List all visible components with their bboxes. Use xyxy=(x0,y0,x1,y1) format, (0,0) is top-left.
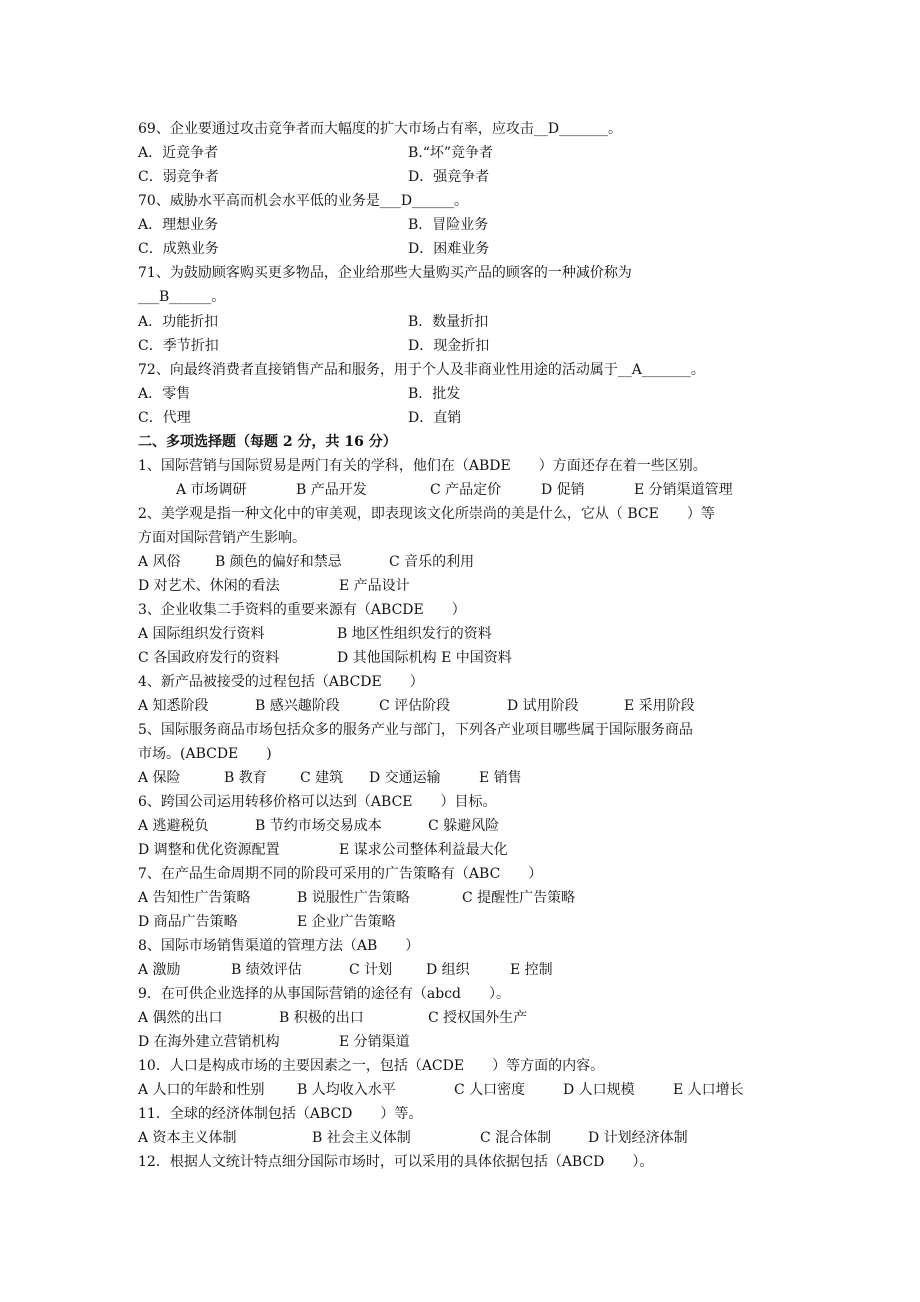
option-text: A 偶然的出口 xyxy=(138,1010,223,1026)
line-text: 10．人口是构成市场的主要因素之一，包括（ACDE ）等方面的内容。 xyxy=(138,1058,605,1074)
option-text: A 保险 xyxy=(138,770,181,786)
option-text: A 逃避税负 xyxy=(138,818,209,834)
line-text: 11．全球的经济体制包括（ABCD ）等。 xyxy=(138,1106,423,1122)
line-text: 方面对国际营销产生影响。 xyxy=(138,530,306,546)
line-text: 9．在可供企业选择的从事国际营销的途径有（abcd ）。 xyxy=(138,986,511,1002)
line-text: 72、向最终消费者直接销售产品和服务，用于个人及非商业性用途的活动属于__A_______。 xyxy=(138,362,705,378)
option-text: D 调整和优化资源配置 xyxy=(138,842,280,858)
option-text: B 积极的出口 xyxy=(279,1010,364,1026)
option-text: D 在海外建立营销机构 xyxy=(138,1034,280,1050)
line-text: 6、跨国公司运用转移价格可以达到（ABCE ）目标。 xyxy=(138,794,497,810)
option-text: C 计划 xyxy=(349,962,393,978)
option-text: E 控制 xyxy=(510,962,553,978)
option-text: A 人口的年龄和性别 xyxy=(138,1082,265,1098)
option-text: D 计划经济体制 xyxy=(588,1130,688,1146)
option-text: B 社会主义体制 xyxy=(312,1130,411,1146)
option-text: D 人口规模 xyxy=(563,1082,635,1098)
option-text: E 企业广告策略 xyxy=(297,914,396,930)
option-text: E 谋求公司整体利益最大化 xyxy=(339,842,508,858)
option-text: D 试用阶段 xyxy=(507,698,579,714)
option-text: B 绩效评估 xyxy=(231,962,302,978)
option-text: B．数量折扣 xyxy=(408,314,489,330)
option-text: B．冒险业务 xyxy=(408,217,489,233)
option-text: C．弱竞争者 xyxy=(138,169,219,185)
option-text: A．功能折扣 xyxy=(138,314,219,330)
option-text: A 告知性广告策略 xyxy=(138,890,251,906)
option-text: C．季节折扣 xyxy=(138,338,219,354)
option-text: D 交通运输 xyxy=(369,770,441,786)
line-text: 5、国际服务商品市场包括众多的服务产业与部门，下列各产业项目哪些属于国际服务商品 xyxy=(138,722,693,738)
option-text: A 市场调研 xyxy=(176,482,247,498)
line-text: 2、美学观是指一种文化中的审美观，即表现该文化所崇尚的美是什么，它从（ BCE ）等 xyxy=(138,506,715,522)
option-text: E 分销渠道 xyxy=(339,1034,410,1050)
option-text: C 躲避风险 xyxy=(428,818,500,834)
option-text: A 知悉阶段 xyxy=(138,698,209,714)
option-text: B 地区性组织发行的资料 xyxy=(337,626,492,642)
option-text: C 各国政府发行的资料 xyxy=(138,650,280,666)
option-text: B．批发 xyxy=(408,386,461,402)
option-text: A 国际组织发行资料 xyxy=(138,626,265,642)
option-text: D．现金折扣 xyxy=(408,338,490,354)
option-text: A．近竞争者 xyxy=(138,145,219,161)
line-text: 71、为鼓励顾客购买更多物品，企业给那些大量购买产品的顾客的一种减价称为 xyxy=(138,265,632,281)
option-text: A 风俗 xyxy=(138,554,181,570)
line-text: 市场。(ABCDE ) xyxy=(138,746,272,762)
option-text: B 说服性广告策略 xyxy=(297,890,410,906)
option-text: A 资本主义体制 xyxy=(138,1130,237,1146)
option-text: C 人口密度 xyxy=(454,1082,526,1098)
option-text: C 评估阶段 xyxy=(379,698,451,714)
option-text: B 产品开发 xyxy=(296,482,367,498)
line-text: 8、国际市场销售渠道的管理方法（AB ） xyxy=(138,938,420,954)
option-text: E 产品设计 xyxy=(339,578,410,594)
option-text: A．零售 xyxy=(138,386,191,402)
line-text: 69、企业要通过攻击竞争者而大幅度的扩大市场占有率，应攻击__D_______。 xyxy=(138,121,623,137)
option-text: D．困难业务 xyxy=(408,241,490,257)
option-text: C 建筑 xyxy=(300,770,344,786)
line-text: 4、新产品被接受的过程包括（ABCDE ） xyxy=(138,674,424,690)
option-text: B 节约市场交易成本 xyxy=(255,818,382,834)
option-text: D 商品广告策略 xyxy=(138,914,238,930)
option-text: C 提醒性广告策略 xyxy=(462,890,576,906)
line-text: 12．根据人文统计特点细分国际市场时，可以采用的具体依据包括（ABCD ）。 xyxy=(138,1154,654,1170)
option-text: E 人口增长 xyxy=(673,1082,744,1098)
option-text: D 其他国际机构 E 中国资料 xyxy=(337,650,512,666)
option-text: D 促销 xyxy=(541,482,585,498)
option-text: C 授权国外生产 xyxy=(428,1010,528,1026)
option-text: C 音乐的利用 xyxy=(389,554,475,570)
option-text: B.“坏”竞争者 xyxy=(408,145,494,161)
option-text: B 教育 xyxy=(224,770,267,786)
option-text: D 组织 xyxy=(426,962,470,978)
option-text: B 颜色的偏好和禁忌 xyxy=(215,554,342,570)
option-text: B 人均收入水平 xyxy=(297,1082,396,1098)
option-text: A．理想业务 xyxy=(138,217,219,233)
option-text: E 分销渠道管理 xyxy=(634,482,733,498)
line-text: 二、多项选择题（每题 2 分，共 16 分） xyxy=(138,434,397,450)
option-text: A 激励 xyxy=(138,962,181,978)
option-text: C．成熟业务 xyxy=(138,241,219,257)
option-text: D．强竞争者 xyxy=(408,169,490,185)
line-text: 3、企业收集二手资料的重要来源有（ABCDE ） xyxy=(138,602,466,618)
option-text: D．直销 xyxy=(408,410,462,426)
line-text: ___B______。 xyxy=(138,289,226,305)
line-text: 70、威胁水平高而机会水平低的业务是___D______。 xyxy=(138,193,469,209)
line-text: 1、国际营销与国际贸易是两门有关的学科，他们在（ABDE ）方面还存在着一些区别。 xyxy=(138,458,707,474)
option-text: E 采用阶段 xyxy=(624,698,695,714)
option-text: E 销售 xyxy=(479,770,522,786)
option-text: C．代理 xyxy=(138,410,191,426)
line-text: 7、在产品生命周期不同的阶段可采用的广告策略有（ABC ） xyxy=(138,866,543,882)
option-text: C 产品定价 xyxy=(430,482,502,498)
option-text: B 感兴趣阶段 xyxy=(255,698,340,714)
option-text: C 混合体制 xyxy=(480,1130,552,1146)
option-text: D 对艺术、休闲的看法 xyxy=(138,578,280,594)
